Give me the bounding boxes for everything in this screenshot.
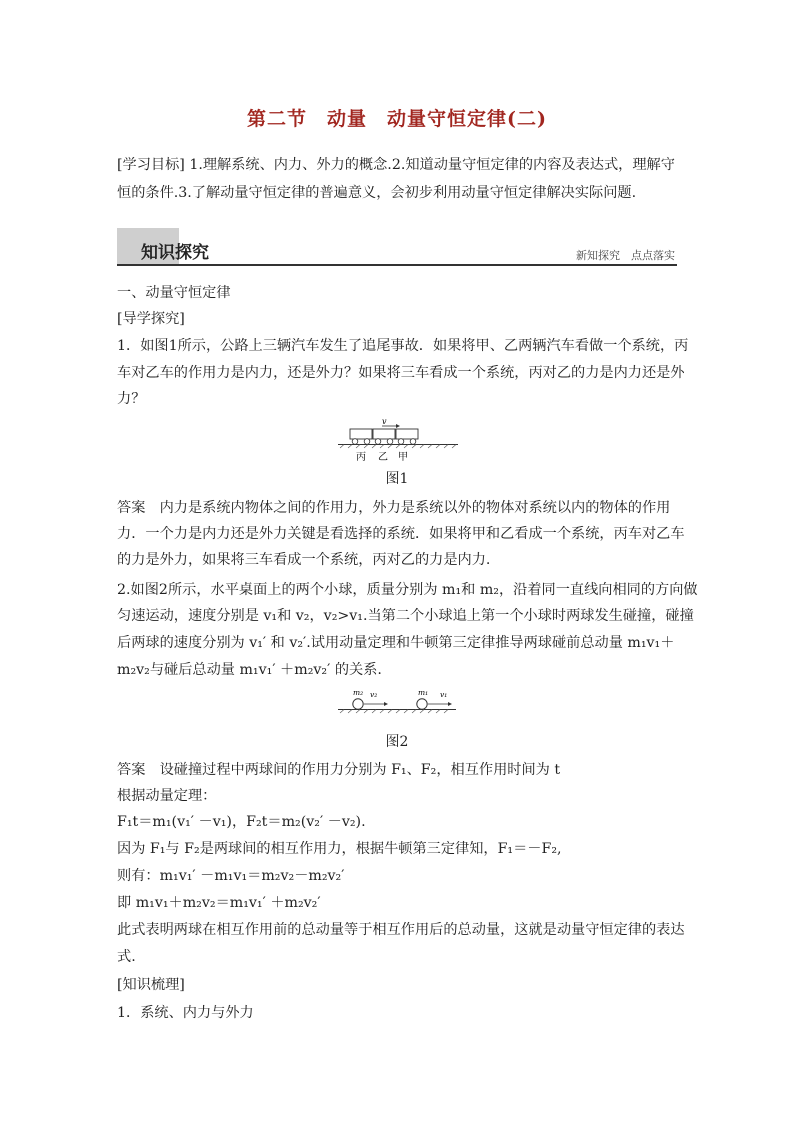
answer1-line-3: 的力是外力，如果将三车看成一个系统，丙对乙的力是内力. <box>117 552 491 568</box>
arrowhead-v1 <box>448 702 452 706</box>
fig1-ground-hatching <box>340 445 456 449</box>
figure-1-cars-diagram <box>338 416 462 466</box>
answer1-line-1: 答案 内力是系统内物体之间的作用力，外力是系统以外的物体对系统以内的物体的作用 <box>117 500 671 516</box>
answer2-line-1: 答案 设碰撞过程中两球间的作用力分别为 F₁、F₂，相互作用时间为 t <box>117 762 561 778</box>
guide-heading: [导学探究] <box>117 311 185 327</box>
label-jia: 甲 <box>398 452 408 463</box>
label-bing: 丙 <box>356 452 366 463</box>
question2-line-1: 2.如图2所示，水平桌面上的两个小球，质量分别为 m₁和 m₂，沿着同一直线向相同的方向做 <box>117 582 698 598</box>
ball-m2 <box>353 699 363 709</box>
figure-1-caption: 图1 <box>385 471 409 487</box>
answer2-line-4: 因为 F₁与 F₂是两球间的相互作用力，根据牛顿第三定律知，F₁＝－F₂, <box>117 841 562 857</box>
fig2-m2-label: m₂ <box>353 688 364 697</box>
section-banner <box>117 228 677 266</box>
answer2-line-2: 根据动量定理： <box>117 788 217 804</box>
question1-line-1: 1．如图1所示，公路上三辆汽车发生了追尾事故．如果将甲、乙两辆汽车看做一个系统，丙 <box>117 338 689 354</box>
page-title: 第二节 动量 动量守恒定律(二) <box>247 108 547 130</box>
figure-2-balls-diagram <box>338 686 460 716</box>
question2-line-4: m₂v₂与碰后总动量 m₁v₁′ ＋m₂v₂′ 的关系. <box>117 662 382 678</box>
fig2-m1-label: m₁ <box>418 688 429 697</box>
answer1-line-2: 力．一个力是内力还是外力关键是看选择的系统．如果将甲和乙看成一个系统，丙车对乙车 <box>117 526 685 542</box>
banner-divider <box>117 264 677 266</box>
answer2-equation-1: F₁t＝m₁(v₁′ －v₁)，F₂t＝m₂(v₂′ －v₂). <box>117 814 366 830</box>
question1-line-2: 车对乙车的作用力是内力，还是外力？如果将三车看成一个系统，丙对乙的力是内力还是外 <box>117 365 685 381</box>
car-jia <box>396 429 418 439</box>
answer2-equation-3: 即 m₁v₁＋m₂v₂＝m₁v₁′ ＋m₂v₂′ <box>117 895 321 911</box>
knowledge-item-1: 1．系统、内力与外力 <box>117 1005 254 1021</box>
question2-line-2: 匀速运动，速度分别是 v₁和 v₂，v₂>v₁.当第二个小球追上第一个小球时两球发生碰撞，碰撞 <box>117 608 694 624</box>
section-heading: 一、动量守恒定律 <box>117 285 231 301</box>
banner-title: 知识探究 <box>141 243 209 263</box>
car-bing <box>350 429 372 439</box>
answer2-line-8: 式. <box>117 949 136 965</box>
fig2-ground-hatching <box>340 710 448 714</box>
arrowhead-v2 <box>384 702 388 706</box>
learning-objectives-line-1: [学习目标] 1.理解系统、内力、外力的概念.2.知道动量守恒定律的内容及表达式，理解守 <box>117 157 675 173</box>
fig1-arrowhead <box>396 424 400 428</box>
wheels <box>352 439 416 445</box>
ball-m1 <box>417 699 427 709</box>
banner-subtitle: 新知探究 点点落实 <box>576 249 675 262</box>
figure-2-caption: 图2 <box>385 734 409 750</box>
answer2-equation-2: 则有：m₁v₁′ －m₁v₁＝m₂v₂－m₂v₂′ <box>117 868 345 884</box>
fig1-velocity-label: v <box>382 417 387 426</box>
label-yi: 乙 <box>378 452 388 463</box>
fig2-v2-label: v₂ <box>370 690 378 699</box>
question2-line-3: 后两球的速度分别为 v₁′ 和 v₂′.试用动量定理和牛顿第三定律推导两球碰前总动量 m₁v₁＋ <box>117 635 675 651</box>
knowledge-heading: [知识梳理] <box>117 977 185 993</box>
learning-objectives-line-2: 恒的条件.3.了解动量守恒定律的普遍意义，会初步利用动量守恒定律解决实际问题. <box>117 185 637 201</box>
fig2-v1-label: v₁ <box>440 690 448 699</box>
answer2-line-7: 此式表明两球在相互作用前的总动量等于相互作用后的总动量，这就是动量守恒定律的表达 <box>117 922 685 938</box>
car-yi <box>373 429 395 439</box>
question1-line-3: 力？ <box>117 391 146 407</box>
